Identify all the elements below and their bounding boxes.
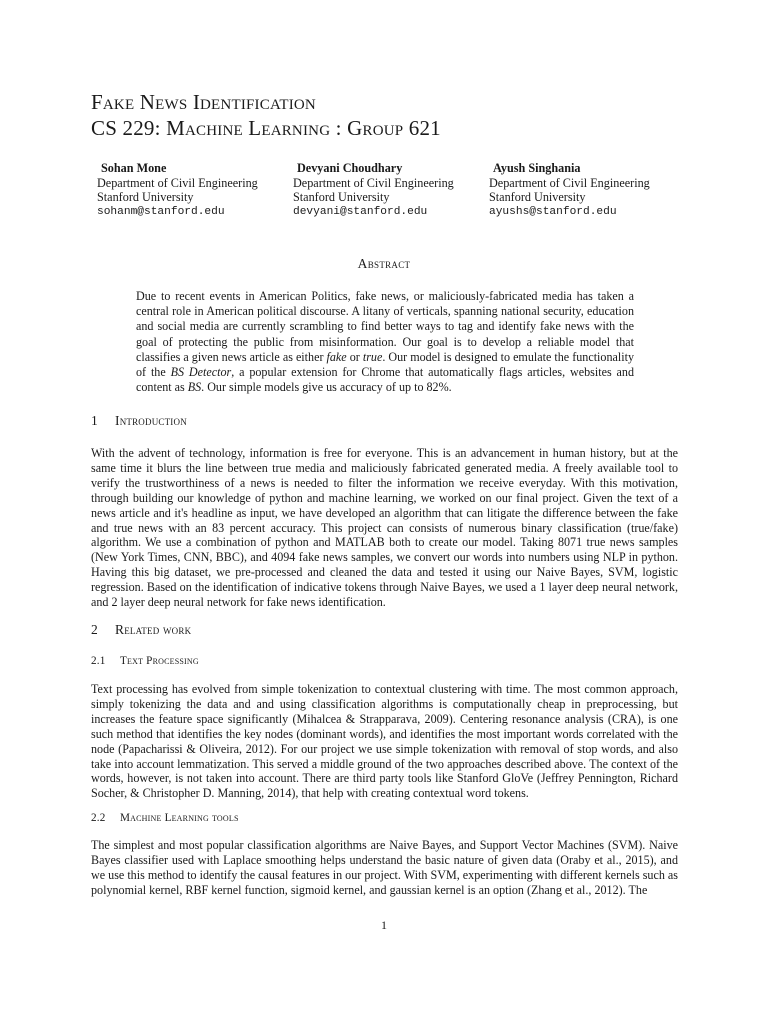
abstract-heading: Abstract	[357, 256, 411, 271]
title-line-2: CS 229: Machine Learning : Group 621	[91, 116, 441, 140]
author-block	[489, 161, 679, 219]
page-number: 1	[381, 918, 387, 932]
abstract-emphasis: BS	[187, 380, 202, 395]
title-line-1: Fake News Identification	[91, 90, 316, 114]
author-email: ayushs@stanford.edu	[489, 205, 617, 218]
section-title: Related work	[115, 622, 192, 637]
section-number: 1	[91, 413, 98, 428]
subsection-number: 2.1	[91, 655, 106, 667]
author-university: Stanford University	[489, 190, 586, 204]
section-number: 2	[91, 622, 98, 637]
author-email: sohanm@stanford.edu	[97, 205, 225, 218]
subsection-title: Text Processing	[120, 655, 199, 667]
abstract-emphasis: BS Detector	[170, 365, 232, 380]
abstract-text: Due to recent events in American Politics, fake news, or maliciously-fabricated media has taken a central role in American political discourse. A litany of verticals, spanning national security, education and social media are currently scrambling to find better ways to tag and identify fake news with the goal of protecting the public from misinformation. Our goal is to develop a reliable model that classifies a given news article as either	[136, 289, 634, 364]
author-department: Department of Civil Engineering	[293, 175, 454, 190]
abstract-text: . Our simple models give us accuracy of up to 82%.	[201, 380, 452, 395]
abstract-emphasis: fake	[326, 349, 347, 364]
ml-tools-paragraph: The simplest and most popular classification algorithms are Naive Bayes, and Support Vector Machines (SVM). Naive Bayes classifier used with Laplace smoothing helps understand the basic nature of given data (Oraby et al., 2015), and we use this method to identify the causal features in our project. With SVM, experimenting with different kernels such as polynomial kernel, RBF kernel function, sigmoid kernel, and gaussian kernel is an option (Zhang et al., 2012). The	[91, 838, 678, 897]
abstract-text: , a popular extension for Chrome that automatically flags articles, websites and content as	[136, 365, 634, 395]
author-university: Stanford University	[293, 190, 390, 204]
section-heading-introduction	[91, 413, 187, 429]
abstract-emphasis: true	[362, 349, 383, 364]
author-block	[97, 161, 287, 219]
section-heading-related-work	[91, 622, 191, 638]
author-name: Ayush Singhania	[493, 161, 581, 175]
author-university: Stanford University	[97, 190, 194, 204]
abstract-text: . Our model is designed to emulate the functionality of the	[136, 349, 634, 380]
author-block	[293, 161, 483, 219]
subsection-heading-text-processing	[91, 655, 199, 667]
paper-title	[91, 89, 691, 141]
subsection-title: Machine Learning tools	[120, 812, 239, 824]
subsection-number: 2.2	[91, 812, 106, 824]
section-title: Introduction	[115, 413, 187, 428]
text-processing-paragraph: Text processing has evolved from simple tokenization to contextual clustering with time. The most common approach, simply tokenizing the data and and using classification algorithms is computationally cheap in preprocessing, but increases the feature space significantly (Mihalcea & Strapparava, 2009). Centering resonance analysis (CRA), is one such method that identifies the key nodes (dominant words), and identifies the most important words correlated with the node (Papacharissi & Oliveira, 2012). For our project we use simple tokenization with removal of stop words, and also take into account lemmatization. This served a middle ground of the two approaches described above. The context of the words, however, is not taken into account. There are third party tools like Stanford GloVe (Jeffrey Pennington, Richard Socher, & Christopher D. Manning, 2014), that help with creating contextual word tokens.	[91, 682, 678, 801]
author-department: Department of Civil Engineering	[489, 175, 650, 190]
author-name: Devyani Choudhary	[297, 161, 403, 175]
author-email: devyani@stanford.edu	[293, 205, 428, 218]
introduction-paragraph: With the advent of technology, information is free for everyone. This is an advancement in human history, but at the same time it blurs the line between true media and maliciously fabricated generated media. A freely available tool to verify the trustworthiness of a news is needed to filter the information we receive everyday. With this motivation, through building our knowledge of python and machine learning, we worked on our final project. Given the text of a news article and it's headline as input, we have developed an algorithm that can litigate the difference between the fake and true news with an 83 percent accuracy. This project can consists of numerous binary classification (true/fake) algorithm. We use a combination of python and MATLAB both to create our model. Taking 8071 true news samples (New York Times, CNN, BBC), and 4094 fake news samples, we convert our words into numbers using NLP in python. Having this big dataset, we pre-processed and cleaned the data and tested it using our Naive Bayes, SVM, logistic regression. Based on the identification of indicative tokens through Naive Bayes, we used a 1 layer deep neural network, and 2 layer deep neural network for fake news identification.	[91, 446, 678, 610]
abstract-body	[136, 289, 634, 395]
subsection-heading-ml-tools	[91, 812, 239, 824]
abstract-text: or	[346, 349, 363, 364]
author-department: Department of Civil Engineering	[97, 175, 258, 190]
author-name: Sohan Mone	[101, 161, 167, 175]
